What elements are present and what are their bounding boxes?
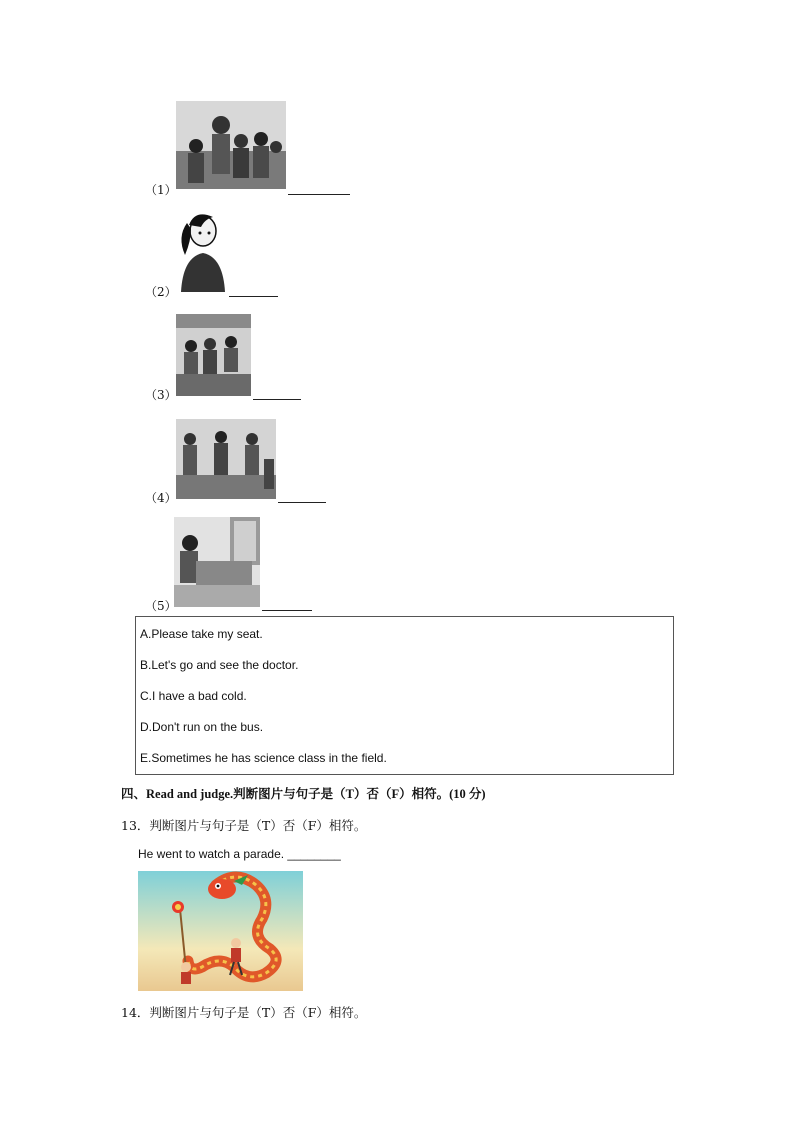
answer-blank-4[interactable] <box>278 502 326 503</box>
answer-blank-3[interactable] <box>253 399 301 400</box>
dragon-dance-image <box>138 871 303 991</box>
question-13-label: 13．判断图片与句子是（T）否（F）相符。 <box>121 818 367 833</box>
answer-blank-2[interactable] <box>229 296 278 297</box>
item-4-number: （4） <box>145 491 177 505</box>
options-box <box>135 616 674 775</box>
answer-blank-1[interactable] <box>288 194 350 195</box>
question-14-label: 14．判断图片与句子是（T）否（F）相符。 <box>121 1005 367 1020</box>
item-3-number: （3） <box>145 388 177 402</box>
students-in-class-image <box>176 314 251 396</box>
item-2-number: （2） <box>145 285 177 299</box>
answer-blank-5[interactable] <box>262 610 312 611</box>
option-a: A.Please take my seat. <box>140 627 263 641</box>
boy-at-table-image <box>174 517 260 607</box>
item-5-number: （5） <box>145 599 177 613</box>
item-1-number: （1） <box>145 183 177 197</box>
section-4-heading: 四、Read and judge.判断图片与句子是（T）否（F）相符。(10 分) <box>121 787 486 801</box>
option-b: B.Let's go and see the doctor. <box>140 658 299 672</box>
option-e: E.Sometimes he has science class in the field. <box>140 751 387 765</box>
question-13-sentence: He went to watch a parade. ________ <box>138 847 341 861</box>
option-d: D.Don't run on the bus. <box>140 720 264 734</box>
classroom-teacher-students-image <box>176 101 286 189</box>
option-c: C.I have a bad cold. <box>140 689 247 703</box>
people-on-bus-image <box>176 419 276 499</box>
sick-girl-image <box>175 207 227 292</box>
